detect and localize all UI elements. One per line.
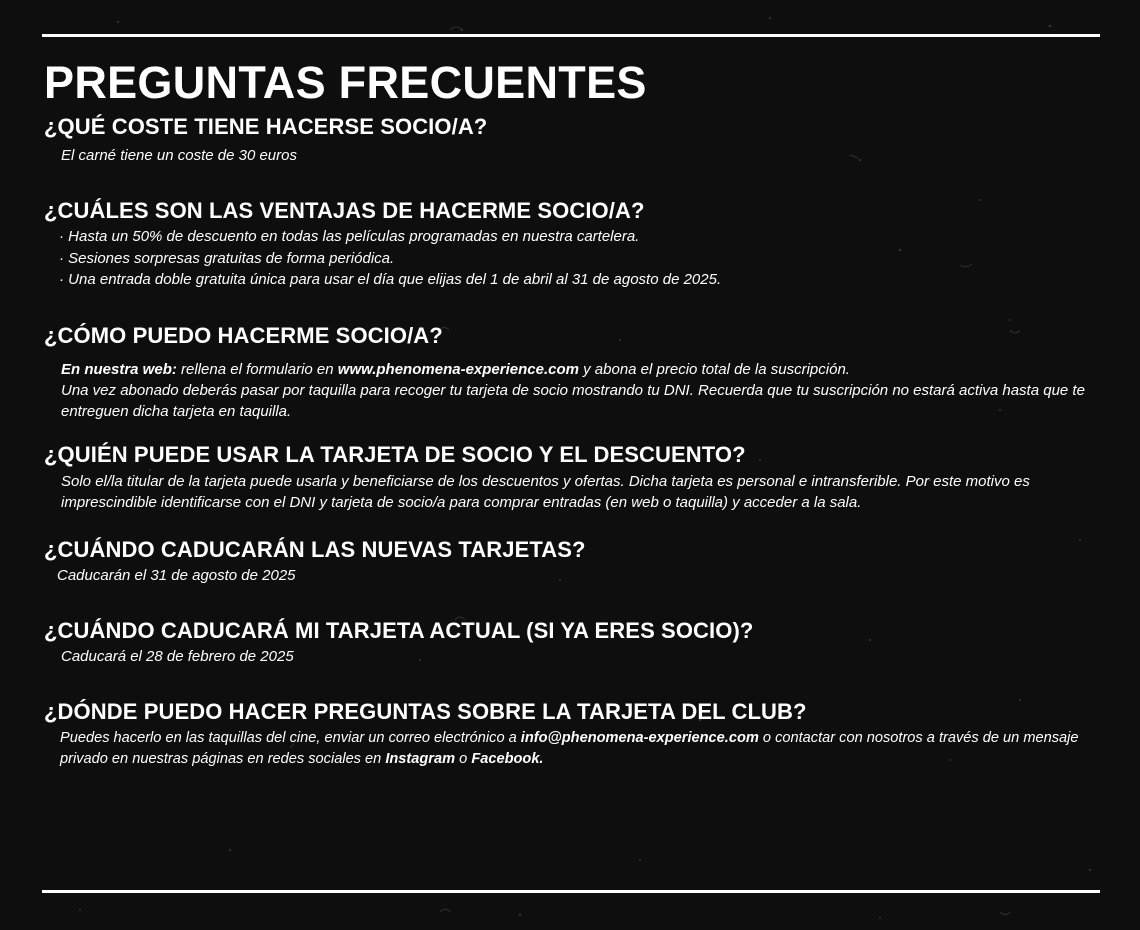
faq-item-new-cards-expiry xyxy=(44,537,1100,586)
faq-question: ¿CÓMO PUEDO HACERME SOCIO/A? xyxy=(44,322,443,348)
faq-answer: Caducará el 28 de febrero de 2025 xyxy=(61,647,294,665)
instagram-link[interactable]: Instagram xyxy=(385,750,456,767)
faq-question: ¿CUÁNDO CADUCARÁN LAS NUEVAS TARJETAS? xyxy=(44,536,586,562)
web-label: En nuestra web: xyxy=(61,360,177,378)
faq-answer: Caducarán el 31 de agosto de 2025 xyxy=(57,566,296,584)
answer-text: o xyxy=(455,750,472,767)
faq-question: ¿CUÁNDO CADUCARÁ MI TARJETA ACTUAL (SI YA ERES SOCIO)? xyxy=(44,617,754,643)
bottom-divider xyxy=(42,890,1100,893)
faq-item-how-to-join xyxy=(44,323,1100,422)
faq-answer: Solo el/la titular de la tarjeta puede usarla y beneficiarse de los descuentos y ofertas. Dicha tarjeta es personal e intransferible. Por este motivo es imprescindible identificarse con el DNI y tarjeta de socio/a para comprar entradas (en web o taquilla) y acceder a la sala. xyxy=(61,472,1030,511)
answer-text: y abona el precio total de la suscripción. xyxy=(578,360,850,378)
faq-question: ¿DÓNDE PUEDO HACER PREGUNTAS SOBRE LA TARJETA DEL CLUB? xyxy=(44,698,807,724)
faq-section xyxy=(44,56,1100,770)
answer-text: Una vez abonado deberás pasar por taquilla para recoger tu tarjeta de socio mostrando tu DNI. Recuerda que tu suscripción no estará activa hasta que te entreguen dicha tarjeta en taquilla. xyxy=(61,381,1085,420)
benefit-item: · Hasta un 50% de descuento en todas las películas programadas en nuestra cartelera. xyxy=(59,228,640,245)
faq-answer xyxy=(61,359,1100,422)
answer-text: o contactar con nosotros a través de un mensaje privado en nuestras páginas en redes sociales en xyxy=(60,729,1079,767)
email-link[interactable]: info@phenomena-experience.com xyxy=(520,729,759,746)
website-link[interactable]: www.phenomena-experience.com xyxy=(337,360,579,378)
faq-question: ¿QUÉ COSTE TIENE HACERSE SOCIO/A? xyxy=(44,114,488,139)
answer-text: Puedes hacerlo en las taquillas del cine, enviar un correo electrónico a xyxy=(60,729,521,746)
top-divider xyxy=(42,34,1100,37)
page-title: PREGUNTAS FRECUENTES xyxy=(44,57,647,108)
faq-question: ¿CUÁLES SON LAS VENTAJAS DE HACERME SOCIO/A? xyxy=(44,198,645,223)
faq-answer: El carné tiene un coste de 30 euros xyxy=(61,147,297,164)
faq-item-cost xyxy=(44,114,1100,166)
answer-text: rellena el formulario en xyxy=(176,360,338,378)
faq-item-contact xyxy=(44,699,1100,770)
faq-item-current-card-expiry xyxy=(44,618,1100,667)
faq-answer xyxy=(60,728,1100,770)
faq-answer-list xyxy=(59,226,1100,291)
faq-question: ¿QUIÉN PUEDE USAR LA TARJETA DE SOCIO Y EL DESCUENTO? xyxy=(44,441,746,467)
benefit-item: · Sesiones sorpresas gratuitas de forma periódica. xyxy=(59,249,395,267)
benefit-item: · Una entrada doble gratuita única para usar el día que elijas del 1 de abril al 31 de agosto de 2025. xyxy=(59,271,722,288)
facebook-link[interactable]: Facebook. xyxy=(471,750,544,767)
faq-item-benefits xyxy=(44,198,1100,291)
faq-item-who-can-use xyxy=(44,442,1100,513)
